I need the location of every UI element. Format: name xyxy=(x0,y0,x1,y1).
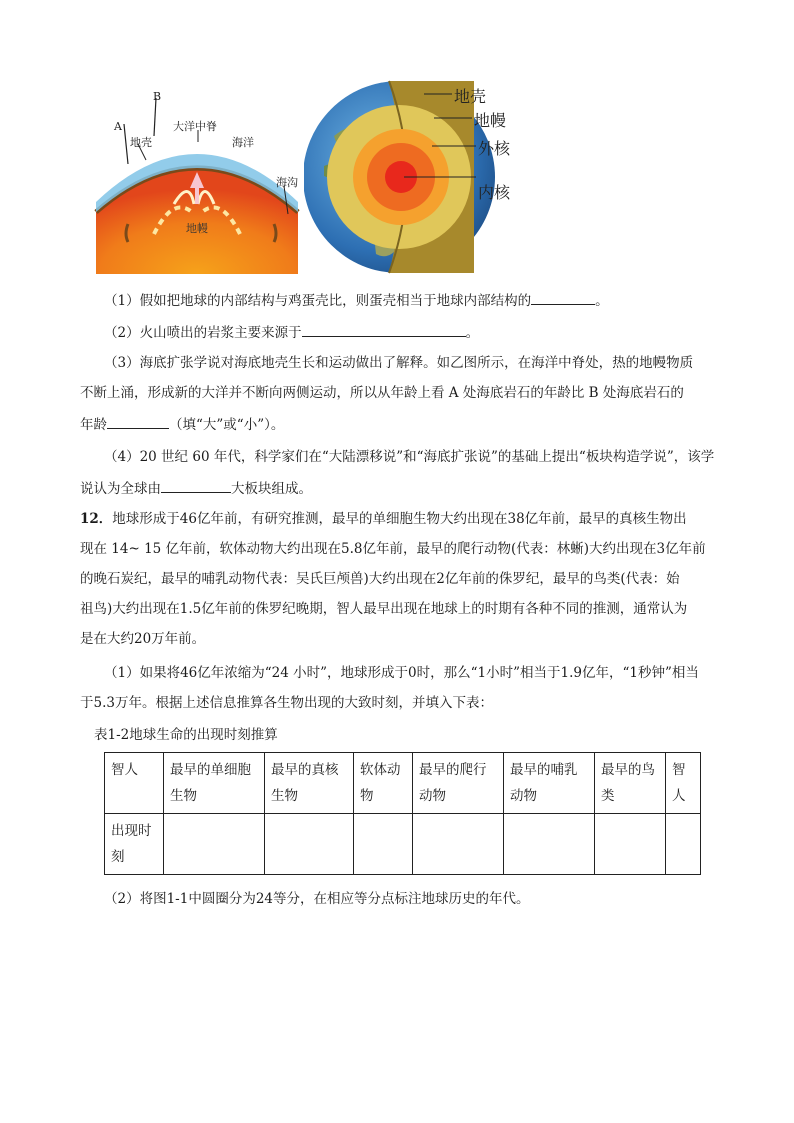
table-cell[interactable] xyxy=(504,814,595,875)
table-header-cell: 智人 xyxy=(105,753,164,814)
question-11-part-4-line-1: （4）20 世纪 60 年代，科学家们在“大陆漂移说”和“海底扩张说”的基础上提出“板块构造学说”，该学 xyxy=(104,449,715,465)
question-11-part-4-line-2: 说认为全球由 大板块组成。 xyxy=(80,478,312,498)
table-header-cell: 最早的爬行动物 xyxy=(413,753,504,814)
table-row-label: 出现时刻 xyxy=(105,814,164,875)
table-header-row xyxy=(105,753,701,814)
seafloor-spreading-diagram xyxy=(94,84,300,274)
question-number: 12． xyxy=(80,511,113,527)
label-mantle: 地幔 xyxy=(186,222,208,235)
answer-blank[interactable] xyxy=(531,290,595,305)
answer-blank[interactable] xyxy=(161,478,231,493)
life-appearance-table xyxy=(104,752,701,875)
table-cell[interactable] xyxy=(164,814,265,875)
label-b: B xyxy=(153,90,162,103)
answer-blank[interactable] xyxy=(302,322,466,337)
question-11-part-2: （2）火山喷出的岩浆主要来源于 。 xyxy=(104,322,479,342)
label-trench: 海沟 xyxy=(276,176,298,189)
table-header-cell: 最早的鸟类 xyxy=(595,753,666,814)
question-12-line-4: 祖鸟)大约出现在1.5亿年前的侏罗纪晚期，智人最早出现在地球上的时期有各种不同的推测，通常认为 xyxy=(80,601,688,617)
earth-cutaway-diagram xyxy=(304,76,520,278)
question-12-line-3: 的晚石炭纪，最早的哺乳动物代表：吴氏巨颅兽)大约出现在2亿年前的侏罗纪，最早的鸟类(代表：始 xyxy=(80,571,680,587)
question-12-line-5: 是在大约20万年前。 xyxy=(80,631,206,647)
question-11-part-3-line-1: （3）海底扩张学说对海底地壳生长和运动做出了解释。如乙图所示，在海洋中脊处，热的地幔物质 xyxy=(104,355,694,371)
label-earth-mantle: 地幔 xyxy=(474,111,507,130)
table-cell[interactable] xyxy=(413,814,504,875)
earth-structure-figure xyxy=(304,76,520,278)
label-inner-core: 内核 xyxy=(478,183,511,202)
table-header-cell: 软体动物 xyxy=(354,753,413,814)
table-header-cell: 最早的哺乳动物 xyxy=(504,753,595,814)
question-12-part-1-line-2: 于5.3万年。根据上述信息推算各生物出现的大致时刻，并填入下表： xyxy=(80,695,493,711)
answer-blank[interactable] xyxy=(107,414,169,429)
table-header-cell: 最早的单细胞生物 xyxy=(164,753,265,814)
label-ocean: 海洋 xyxy=(232,136,254,149)
question-11-part-3-line-2: 不断上涌，形成新的大洋并不断向两侧运动，所以从年龄上看 A 处海底岩石的年龄比 B 处海底岩石的 xyxy=(80,385,684,401)
table-cell[interactable] xyxy=(666,814,701,875)
label-outer-core: 外核 xyxy=(478,139,511,158)
label-earth-crust: 地壳 xyxy=(454,87,487,106)
question-11-part-1: （1）假如把地球的内部结构与鸡蛋壳比，则蛋壳相当于地球内部结构的 。 xyxy=(104,290,609,310)
question-12-part-1-line-1: （1）如果将46亿年浓缩为“24 小时”，地球形成于0时，那么“1小时”相当于1.9亿年，“1秒钟”相当 xyxy=(104,665,699,681)
label-crust: 地壳 xyxy=(130,136,152,149)
table-header-cell: 智人 xyxy=(666,753,701,814)
label-a: A xyxy=(114,120,122,133)
seafloor-spreading-figure xyxy=(94,84,300,274)
table-cell[interactable] xyxy=(265,814,354,875)
table-header-cell: 最早的真核生物 xyxy=(265,753,354,814)
table-cell[interactable] xyxy=(595,814,666,875)
question-12-line-1: 12．地球形成于46亿年前，有研究推测，最早的单细胞生物大约出现在38亿年前，最早的真核生物出 xyxy=(80,511,687,527)
question-11-part-3-line-3: 年龄 （填“大”或“小”）。 xyxy=(80,414,284,434)
table-caption: 表1-2地球生命的出现时刻推算 xyxy=(94,727,278,743)
table-cell[interactable] xyxy=(354,814,413,875)
question-12-line-2: 现在 14~ 15 亿年前，软体动物大约出现在5.8亿年前，最早的爬行动物(代表：林蜥)大约出现在3亿年前 xyxy=(80,541,706,557)
table-row xyxy=(105,814,701,875)
label-ridge: 大洋中脊 xyxy=(173,120,217,133)
question-12-part-2: （2）将图1-1中圆圈分为24等分，在相应等分点标注地球历史的年代。 xyxy=(104,891,530,907)
